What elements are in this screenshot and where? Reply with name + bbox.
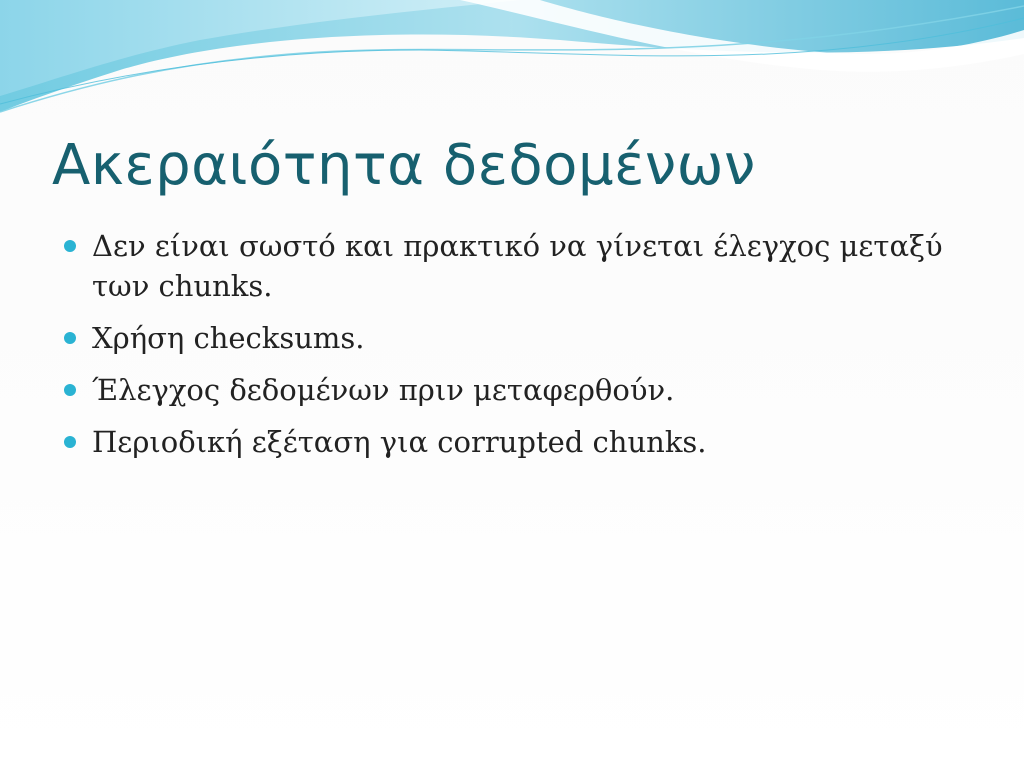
bullet-text: Χρήση checksums.	[92, 321, 365, 355]
slide-title: Ακεραιότητα δεδομένων	[52, 133, 756, 198]
bullet-text: Έλεγχος δεδομένων πριν μεταφερθούν.	[92, 373, 675, 407]
bullet-list	[60, 226, 980, 474]
bullet-dot-icon	[64, 332, 76, 344]
bullet-item	[60, 370, 980, 410]
bullet-text: Περιοδική εξέταση για corrupted chunks.	[92, 425, 707, 459]
bullet-text: Δεν είναι σωστό και πρακτικό να γίνεται έλεγχος μεταξύ των chunks.	[92, 229, 943, 303]
bullet-dot-icon	[64, 436, 76, 448]
header-wave-decoration	[0, 0, 1024, 120]
bullet-item	[60, 422, 980, 462]
bullet-dot-icon	[64, 384, 76, 396]
bullet-item	[60, 226, 980, 306]
bullet-dot-icon	[64, 240, 76, 252]
bullet-item	[60, 318, 980, 358]
